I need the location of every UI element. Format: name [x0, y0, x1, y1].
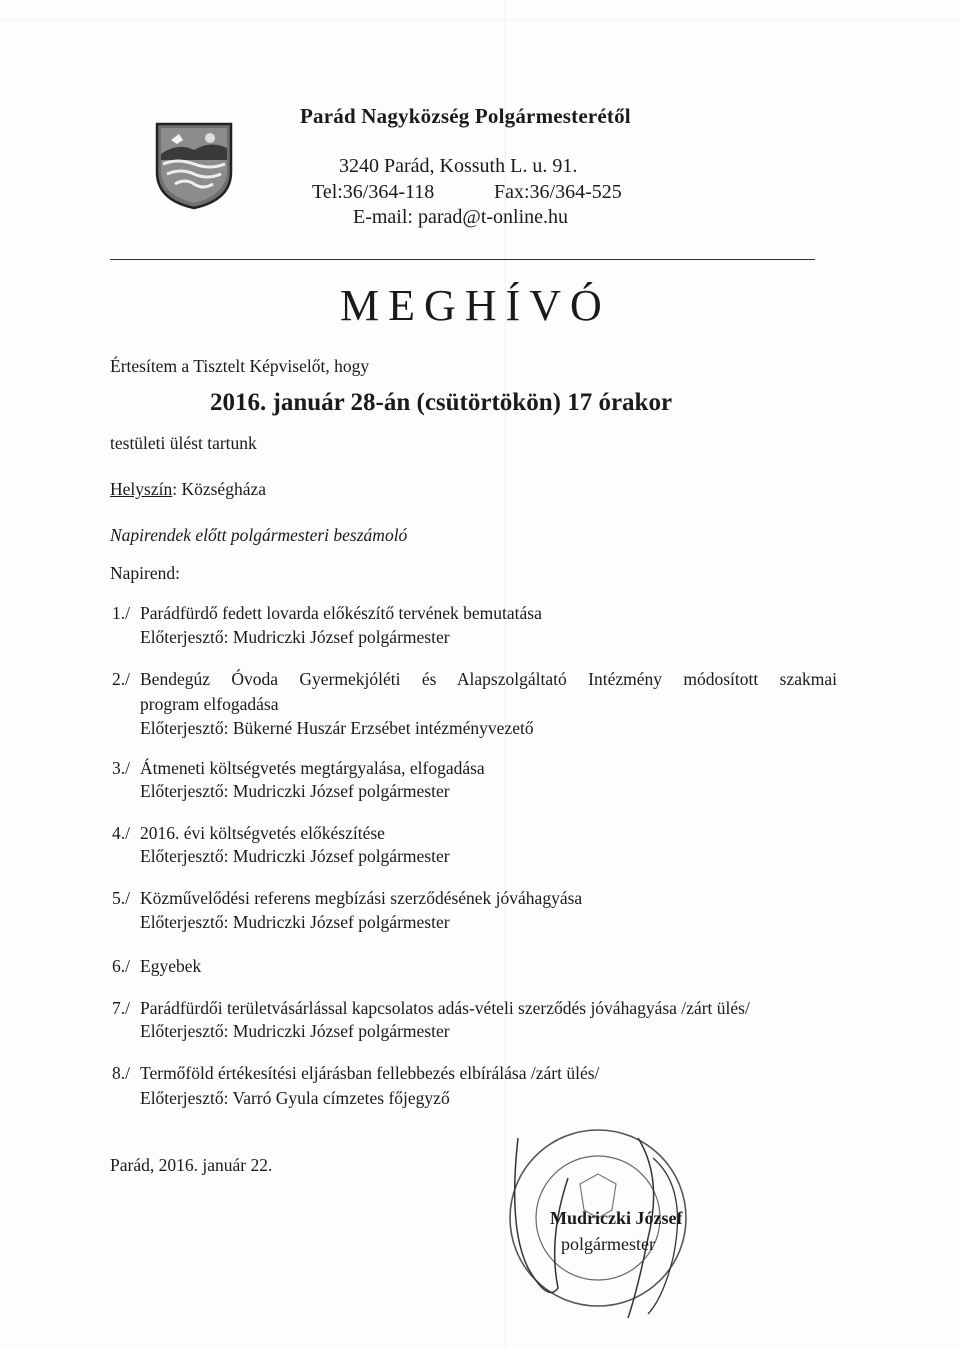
agenda-item — [112, 998, 750, 1019]
agenda-item — [112, 1063, 599, 1084]
issuer-email: E-mail: parad@t-online.hu — [353, 206, 569, 228]
item-text: Átmeneti költségvetés megtárgyalása, elfogadása — [140, 758, 485, 778]
agenda-label: Napirend: — [110, 563, 180, 583]
item-number: 2./ — [112, 669, 130, 689]
item-presenter: Előterjesztő: Mudriczki József polgármester — [140, 781, 450, 801]
item-text: 2016. évi költségvetés előkészítése — [140, 823, 385, 843]
issuer-address: 3240 Parád, Kossuth L. u. 91. — [339, 155, 578, 177]
item-text: Közművelődési referens megbízási szerződésének jóváhagyása — [140, 888, 583, 908]
item-presenter: Előterjesztő: Mudriczki József polgármester — [140, 846, 450, 866]
agenda-item — [112, 603, 542, 624]
item-number: 1./ — [112, 603, 130, 623]
location-value: : Községháza — [172, 479, 266, 499]
item-number: 6./ — [112, 956, 130, 976]
item-presenter: Előterjesztő: Varró Gyula címzetes főjegyző — [140, 1088, 450, 1108]
agenda-item — [112, 956, 201, 977]
item-text: Bendegúz Óvoda Gyermekjóléti és Alapszolgáltató Intézmény módosított szakmai — [140, 669, 837, 689]
issuer-fax: Fax:36/364-525 — [494, 181, 622, 203]
paper-fold — [0, 20, 960, 21]
agenda-item — [112, 758, 485, 779]
session-text: testületi ülést tartunk — [110, 433, 257, 453]
agenda-item — [112, 888, 582, 909]
place-and-date: Parád, 2016. január 22. — [110, 1155, 273, 1175]
item-number: 3./ — [112, 758, 130, 778]
item-number: 8./ — [112, 1063, 130, 1083]
item-number: 4./ — [112, 823, 130, 843]
intro-text: Értesítem a Tisztelt Képviselőt, hogy — [110, 356, 370, 376]
item-presenter: Előterjesztő: Mudriczki József polgármester — [140, 627, 450, 647]
item-presenter: Előterjesztő: Mudriczki József polgármester — [140, 912, 450, 932]
agenda-item — [112, 669, 837, 690]
coat-of-arms-icon — [153, 120, 235, 210]
item-text-continued: program elfogadása — [140, 694, 279, 714]
signer-name: Mudriczki József — [550, 1208, 683, 1228]
pre-agenda-text: Napirendek előtt polgármesteri beszámoló — [110, 525, 408, 545]
location-label: Helyszín — [110, 479, 173, 499]
item-presenter: Előterjesztő: Mudriczki József polgármester — [140, 1021, 450, 1041]
document-title: MEGHÍVÓ — [340, 281, 611, 330]
item-text: Parádfürdői területvásárlással kapcsolatos adás-vételi szerződés jóváhagyása /zárt ülés/ — [140, 998, 750, 1018]
signer-title: polgármester — [561, 1234, 655, 1254]
item-number: 7./ — [112, 998, 130, 1018]
item-text: Egyebek — [140, 956, 202, 976]
header-divider — [110, 259, 815, 260]
meeting-datetime: 2016. január 28-án (csütörtökön) 17 órakor — [210, 389, 673, 416]
location-line — [110, 479, 266, 500]
item-text: Parádfürdő fedett lovarda előkészítő tervének bemutatása — [140, 603, 542, 623]
agenda-item — [112, 823, 385, 844]
issuer-phone: Tel:36/364-118 — [312, 181, 435, 203]
item-presenter: Előterjesztő: Bükerné Huszár Erzsébet intézményvezető — [140, 718, 534, 738]
item-number: 5./ — [112, 888, 130, 908]
item-text: Termőföld értékesítési eljárásban fellebbezés elbírálása /zárt ülés/ — [140, 1063, 600, 1083]
issuer-title: Parád Nagyközség Polgármesterétől — [300, 104, 631, 128]
